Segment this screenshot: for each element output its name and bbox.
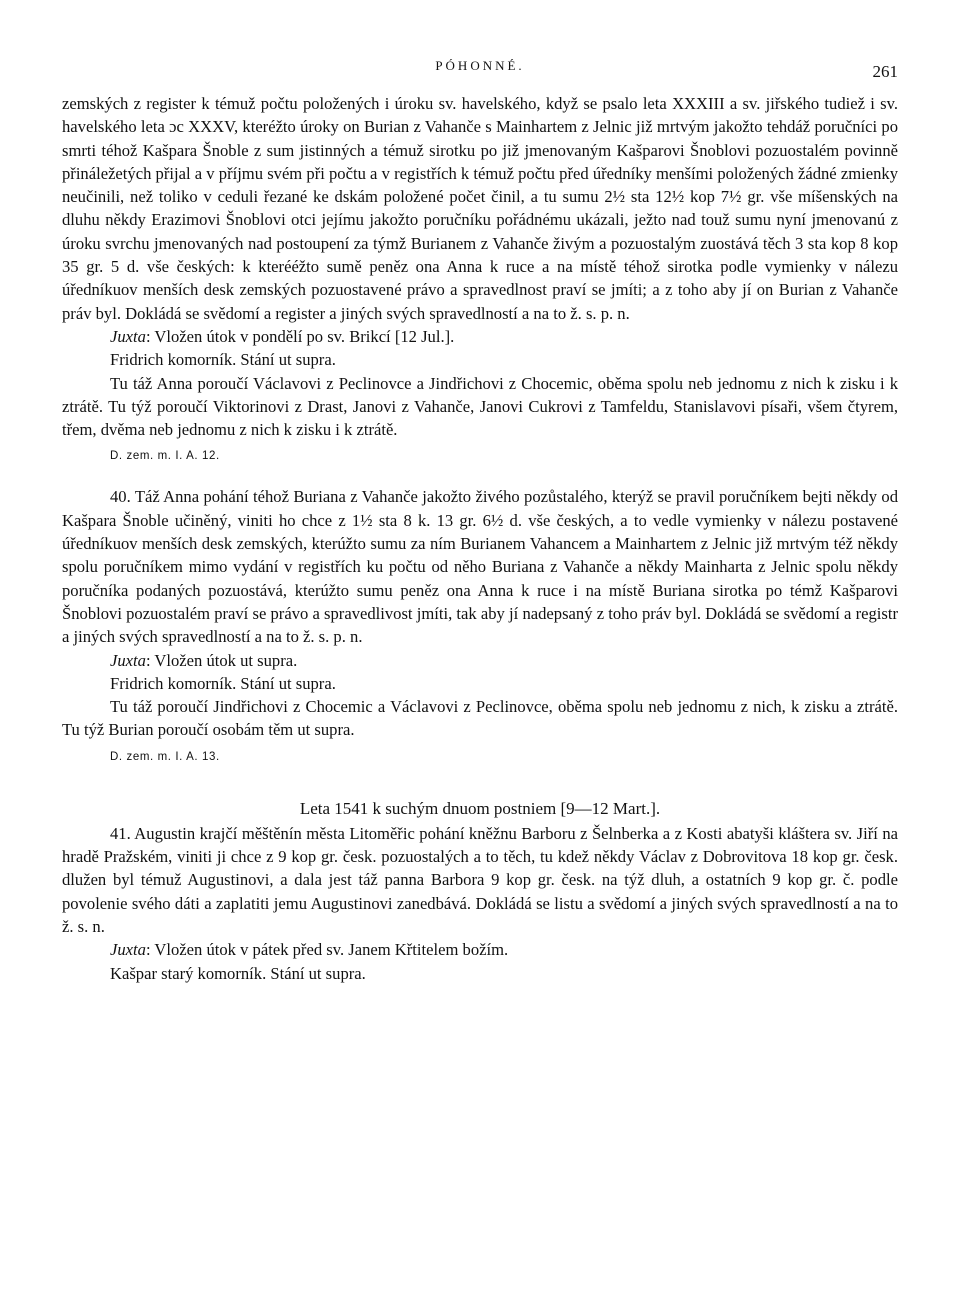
page-number: 261 [872,62,898,81]
juxta-label: Juxta [110,326,146,346]
entry-41-paragraph: 41. Augustin krajčí měštěnín města Litoměřic pohání kněžnu Barboru z Šelnberka a z Kosti abatyši kláštera sv. Jiří na hradě Pražském, viniti ji chce z 9 kop gr. česk. pozuostalých a to těch, tu kdež někdy Václav z Dobrovitova 18 kop gr. česk. dlužen byl témuž Augustinovi, a dala jest táž panna Barbora 9 kop gr. česk. na týž dluh, a ostatních 9 kop gr. č. podle povolenie svého dáti a zaplatiti jemu Augustinovi zanedbává. Dokládá se listu a svědomí a jiných svých spravedlností a na to ž. s. n. [62,823,898,936]
juxta-line [62,938,898,961]
juxta-text: : Vložen útok v pondělí po sv. Brikcí [12 Jul.]. [145,326,455,346]
section-heading: Leta 1541 k suchým dnuom postniem [9—12 Mart.]. [299,798,661,818]
juxta-line [62,325,898,348]
komornik-line: Fridrich komorník. Stání ut supra. [110,673,336,693]
page-header [62,58,898,92]
entry-40-paragraph: 40. Táž Anna pohání téhož Buriana z Vahanče jakožto živého pozůstalého, kterýž se pravil poručníkem bejti někdy od Kašpara Šnoble učiněný, viniti ho chce z 1½ sta 8 k. 13 gr. 6½ d. vše českých, a to vedle vymienky v nálezu postavené úředníkuov menších desk zemských, kterúžto sumu za ním Burianem Vahancem a Mainhartem z Jelnic již mrtvým též někdy spolu poručníkem mimo vydání v registřích ku počtu od něho Buriana z Vahanče a někdy Mainharta z Jelnic spolu někdy poručníka podaných pozuostává, kterúžto sumu peněz ona Anna k ruce i na místě Buriana sirotka po témž Kašparovi Šnoblovi pozuostalém praví se právo a spravedlivost jmíti, tak aby jí nadepsaný z toho práv byl. Dokládá se svědomí a registr a jiných svých spravedlností a na to ž. s. p. n. [62,487,898,647]
delegation-paragraph: Tu táž Anna poroučí Václavovi z Peclinovce a Jindřichovi z Chocemic, oběma spolu neb jednomu z nich k zisku i k ztrátě. Tu týž poroučí Viktorinovi z Drast, Janovi z Vahanče, Janovi Cukrovi z Tamfeldu, Stanislavovi písaři, všem čtyrem, třem, dvěma neb jednomu z nich k zisku i k ztrátě. [62,373,898,440]
juxta-text: : Vložen útok ut supra. [145,650,298,670]
running-title: PÓHONNÉ. [435,58,525,73]
komornik-line: Kašpar starý komorník. Stání ut supra. [110,963,366,983]
juxta-label: Juxta [110,650,146,670]
juxta-text: : Vložen útok v pátek před sv. Janem Křtitelem božím. [145,940,509,960]
document-page [62,58,898,985]
juxta-line [62,649,898,672]
source-reference: D. zem. m. I. A. 12. [110,450,220,463]
komornik-line: Fridrich komorník. Stání ut supra. [110,350,336,370]
paragraph-continuation: zemských z register k témuž počtu položených i úroku sv. havelského, když se psalo leta XXXIII a sv. jiřského tudiež i sv. havelského leta ɔc XXXV, kteréžto úroky on Burian z Vahanče s Mainhartem z Jelnic již mrtvým jakožto tehdáž poručníci po smrti téhož Kašpara Šnoble z sum jistinných a témuž sirotku po již jmenovaným Kašparovi Šnoblovi pozuostalém povinně přináležetých přijal a v příjmu svém při počtu a v registřích k témuž počtu před úředníky menšími položených žádné zmienky neučinili, než toliko v ceduli řezané ke dskám položené počet činil, a tu sumu 2½ sta 12½ kop 7½ gr. vše míšenských na dluhu někdy Erazimovi Šnoblovi otci jejímu jakožto poručníku pořádnému ukázali, ježto nad touž sumu nyní jmenovanú z úroku svrchu jmenovaných nad postoupení za týmž Burianem z Vahanče živým a pozuostalým zuostává těch 3 sta kop 8 kop 35 gr. 5 d. vše českých: k kterééžto sumě peněz ona Anna k ruce a na místě téhož sirotka podle vymienky v nálezu úředníkuov menších desk zemských pozuostavené právo a spravedlnost praví se jmíti; a z toho aby jí on Burian z Vahanče práv byl. Dokládá se svědomí a register a jiných svých spravedlností a na to ž. s. p. n. [62,94,898,323]
juxta-label: Juxta [110,940,146,960]
source-reference: D. zem. m. I. A. 13. [110,750,220,763]
delegation-paragraph: Tu táž poroučí Jindřichovi z Chocemic a Václavovi z Peclinovce, oběma spolu neb jednomu z nich, k zisku a ztrátě. Tu týž Burian poroučí osobám těm ut supra. [62,697,898,740]
